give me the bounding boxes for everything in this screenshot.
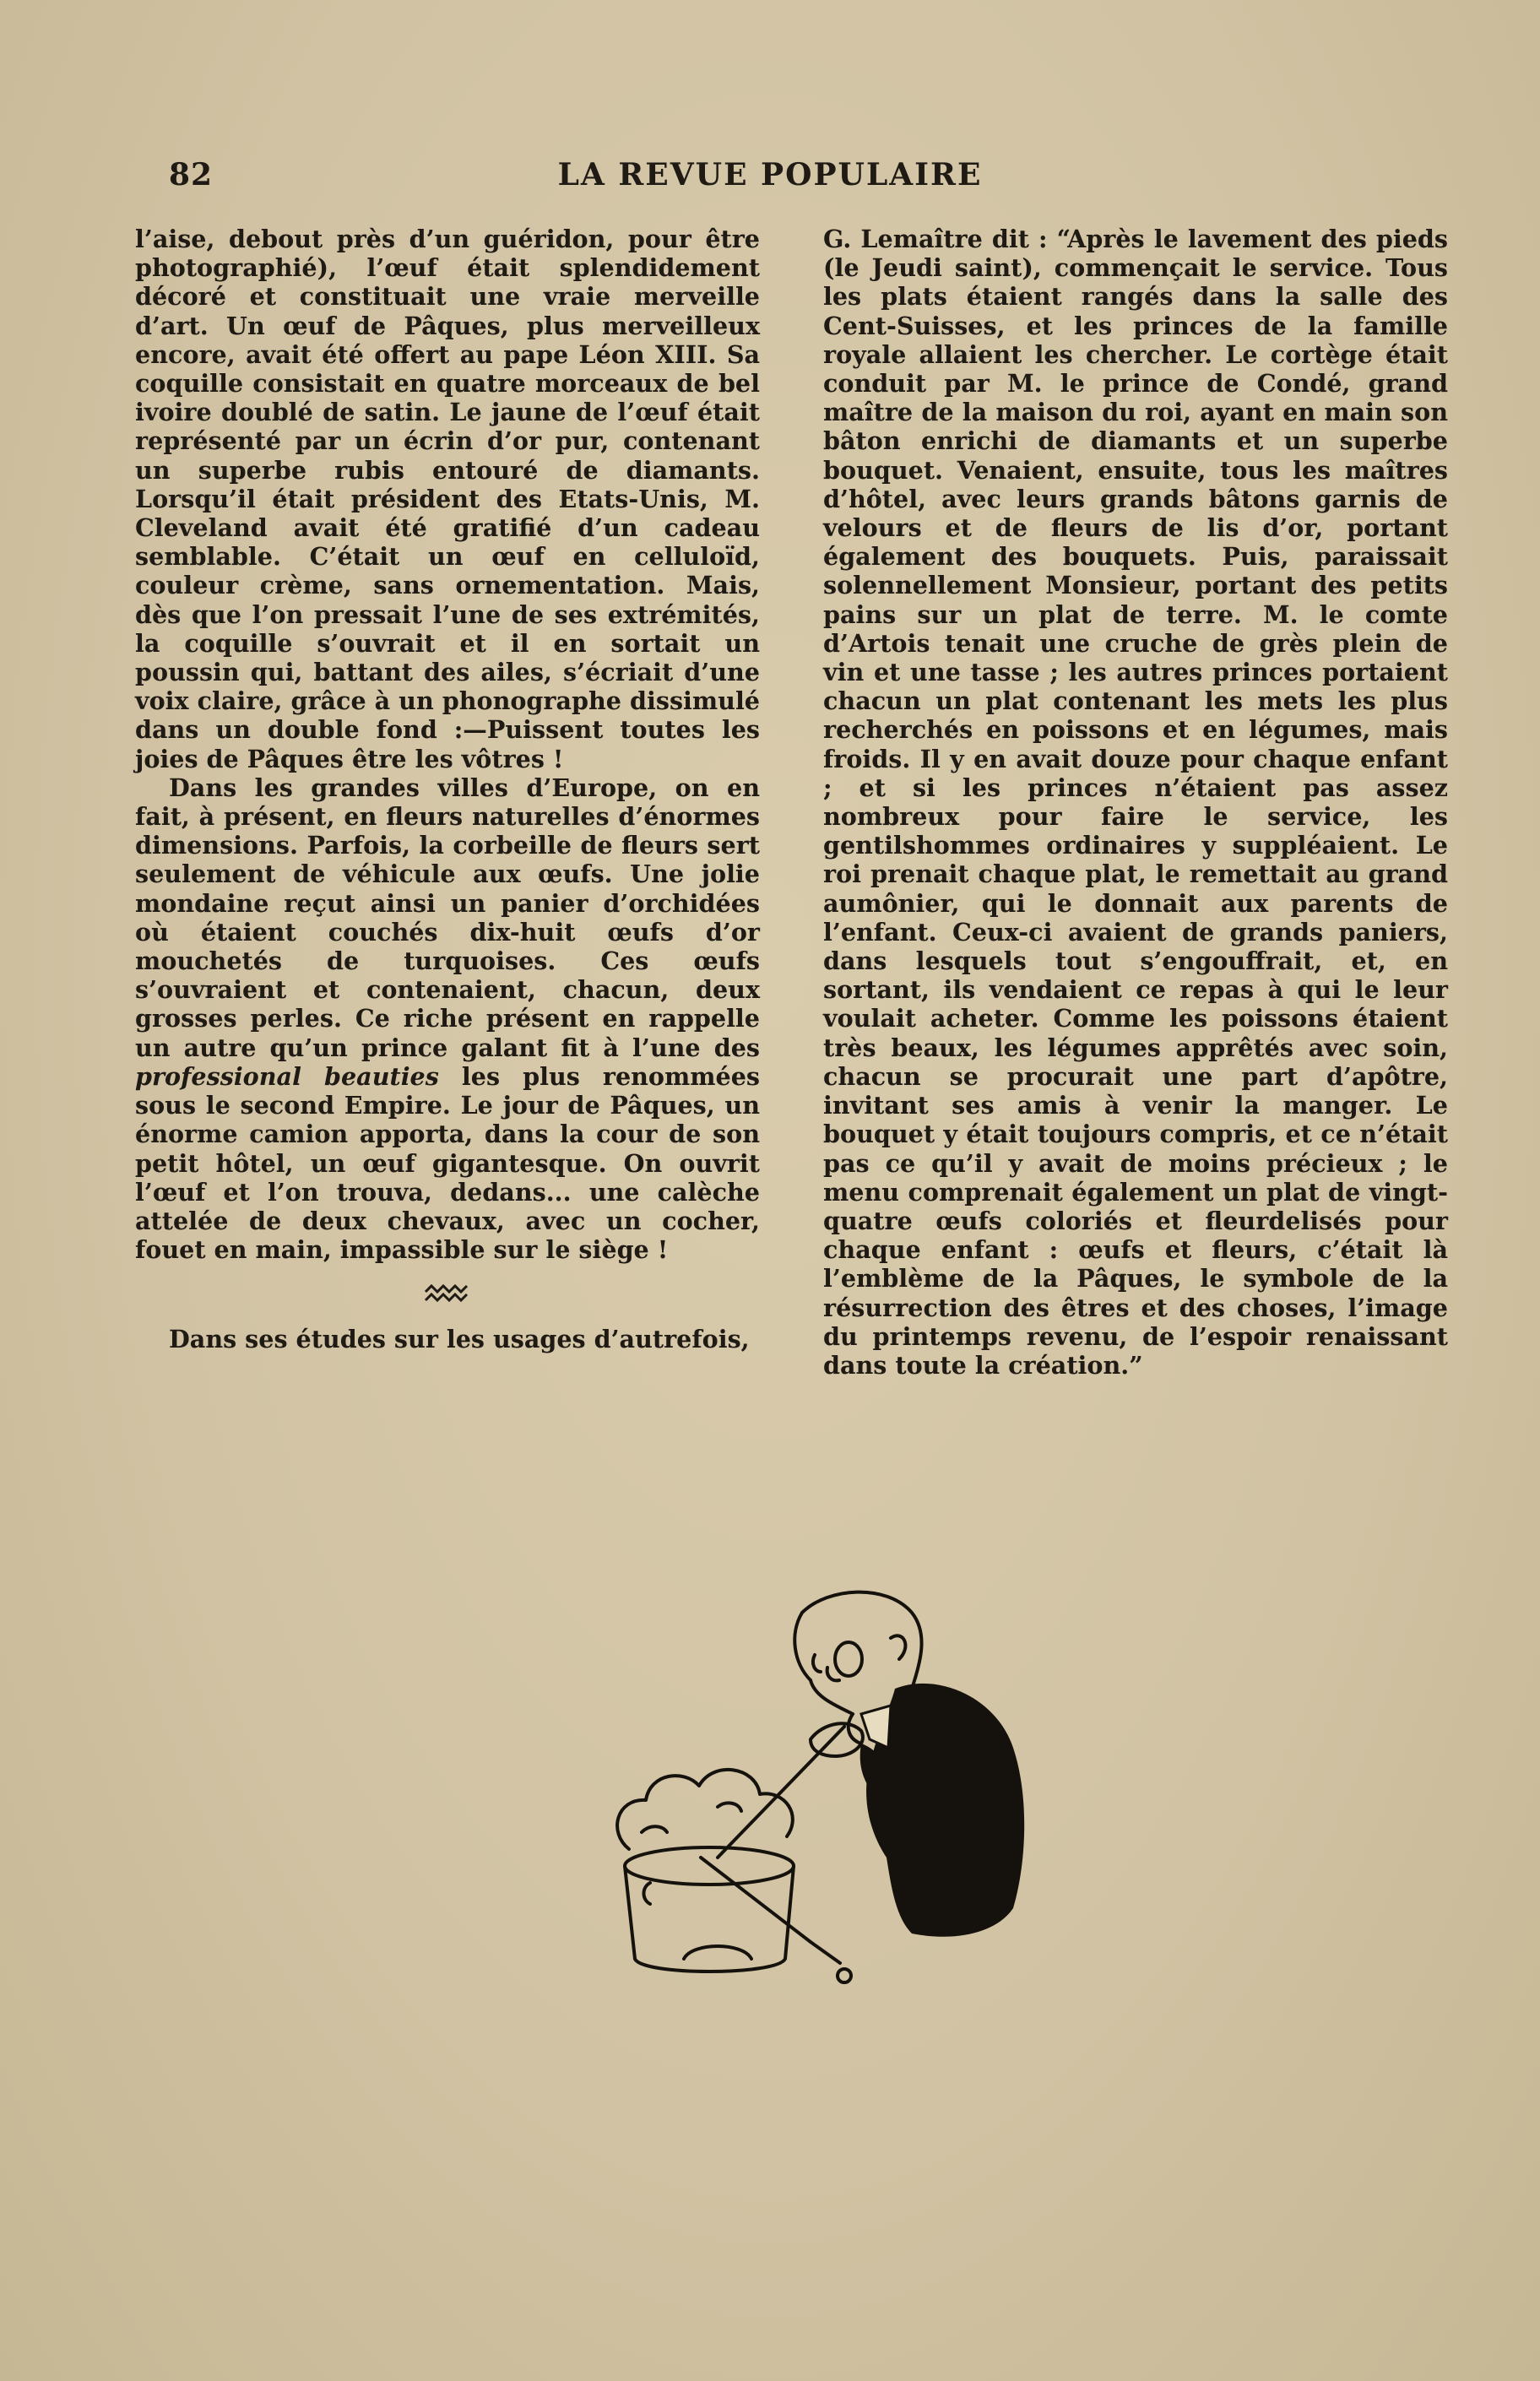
right-column — [823, 225, 1448, 1380]
wavy-divider-icon — [135, 1264, 760, 1325]
right-paragraph-1: G. Lemaître dit : “Après le lavement des pieds (le Jeudi saint), commençait le service. Tous les plats étaient rangés dans la salle des Cent-Suisses, et les princes de la famille royale allaient les chercher. Le cortège était conduit par M. le prince de Condé, grand maître de la maison du roi, ayant en main son bâton enrichi de diamants et un superbe bouquet. Venaient, ensuite, tous les maîtres d’hôtel, avec leurs grands bâtons garnis de velours et de fleurs de lis d’or, portant également des bouquets. Puis, paraissait solennellement Monsieur, portant des petits pains sur un plat de terre. M. le comte d’Artois tenait une cruche de grès plein de vin et une tasse ; les autres princes portaient chacun un plat contenant les mets les plus recherchés en poissons et en légumes, mais froids. Il y en avait douze pour chaque enfant ; et si les princes n’étaient pas assez nombreux pour faire le service, les gentilshommes ordinaires y suppléaient. Le roi prenait chaque plat, le remettait au grand aumônier, qui le donnait aux parents de l’enfant. Ceux-ci avaient de grands paniers, dans lesquels tout s’engouffrait, et, en sortant, ils vendaient ce repas à qui le leur voulait acheter. Comme les poissons étaient très beaux, les légumes apprêtés avec soin, chacun se procurait une part d’apôtre, invitant ses amis à venir la manger. Le bouquet y était toujours compris, et ce n’était pas ce qu’il y avait de moins précieux ; le menu comprenait également un plat de vingt-quatre œufs coloriés et fleurdelisés pour chaque enfant : œufs et fleurs, c’était là l’emblème de la Pâques, le symbole de la résurrection des êtres et des choses, l’image du printemps revenu, de l’espoir renaissant dans toute la création.” — [823, 225, 1448, 1380]
left-paragraph-3: Dans ses études sur les usages d’autrefois, — [169, 1325, 750, 1354]
page-number: 82 — [169, 157, 214, 193]
italic-phrase: professional beauties — [135, 1061, 439, 1091]
left-paragraph-2-part-2: les plus renommées sous le second Empire. Le jour de Pâques, un énorme camion apporta, dans la cour de son petit hôtel, un œuf gigantesque. On ouvrit l’œuf et l’on trouva, dedans... une calèche attelée de deux chevaux, avec un cocher, fouet en main, impassible sur le siège ! — [135, 1061, 760, 1265]
running-title: LA REVUE POPULAIRE — [557, 157, 983, 193]
man-cooking-pot-illustration — [557, 1579, 1072, 2052]
left-paragraph-2-part-1: Dans les grandes villes d’Europe, on en fait, à présent, en fleurs naturelles d’énormes dimensions. Parfois, la corbeille de fleurs sert seulement de véhicule aux œufs. Une jolie mondaine reçut ainsi un panier d’orchidées où étaient couchés dix-huit œufs d’or mouchetés de turquoises. Ces œufs s’ouvraient et contenaient, chacun, deux grosses perles. Ce riche présent en rappelle un autre qu’un prince galant fit à l’une des — [135, 773, 760, 1062]
left-column — [135, 225, 760, 1354]
page-header — [0, 157, 1540, 199]
left-paragraph-1: l’aise, debout près d’un guéridon, pour être photographié), l’œuf était splendidement décoré et constituait une vraie merveille d’art. Un œuf de Pâques, plus merveilleux encore, avait été offert au pape Léon XIII. Sa coquille consistait en quatre morceaux de bel ivoire doublé de satin. Le jaune de l’œuf était représenté par un écrin d’or pur, contenant un superbe rubis entouré de diamants. Lorsqu’il était président des Etats-Unis, M. Cleveland avait été gratifié d’un cadeau semblable. C’était un œuf en celluloïd, couleur crème, sans ornementation. Mais, dès que l’on pressait l’une de ses extrémités, la coquille s’ouvrait et il en sortait un poussin qui, battant des ailes, s’écriait d’une voix claire, grâce à un phonographe dissimulé dans un double fond :—Puissent toutes les joies de Pâques être les vôtres ! — [135, 225, 760, 773]
left-paragraph-2 — [135, 773, 760, 1264]
